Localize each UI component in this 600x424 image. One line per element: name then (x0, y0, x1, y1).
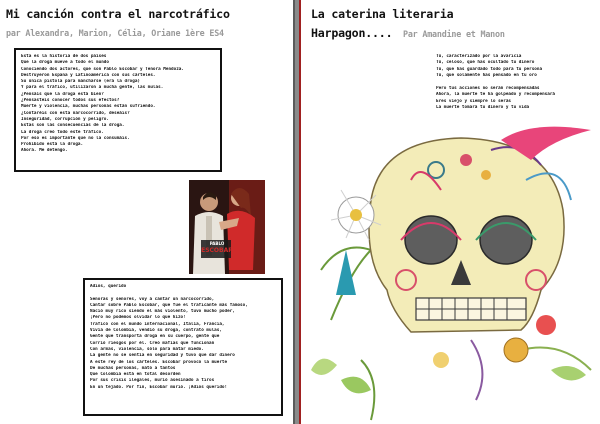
song-text-box (83, 278, 283, 416)
intro-text-line: La droga creó todo este tráfico. (21, 129, 104, 135)
song-text-line: Señoras y señores, voy a cantar un narcocorrido, (90, 296, 215, 302)
photo-caption-top: PABLO (209, 241, 225, 246)
intro-text-line: Inseguridad, corrupción y peligro. (21, 116, 109, 122)
song-text-lines (90, 284, 276, 391)
page-gutter (293, 0, 301, 424)
song-text-line: Adiós, querido (90, 284, 127, 289)
intro-text-line: Por eso es importante que no la consumáis. (21, 135, 130, 141)
song-text-line: Con armas, violencia, sólo para matar miedo. (90, 346, 204, 352)
left-page-title: Mi canción contra el narcotráfico (6, 7, 230, 21)
poem-line: Eres viejo y siempre lo serás (436, 98, 512, 104)
intro-text-line: Y para el tráfico, utilizaron a mucha gente, las mulas. (21, 85, 164, 91)
poem-stanza-1 (436, 54, 542, 79)
intro-text-line: ¿Contaréis con esta narcocorrido, deseáis? (21, 110, 130, 116)
intro-text-line: Que la droga mueve a todo el mundo (21, 60, 109, 66)
right-page-byline: Par Amandine et Manon (403, 29, 505, 39)
poem-line: Tú, que solamente has pensado en tu oro (436, 72, 537, 78)
poem-line: La muerte tomará tu dinero y tu vida (436, 104, 530, 110)
song-text-line: La gente no se sentía en seguridad y tuvo que dar dinero (90, 353, 235, 359)
left-page-byline: par Alexandra, Marion, Célia, Oriane 1ère ES4 (6, 28, 224, 38)
intro-text-line: ¿Pensáis que la droga está bien? (21, 91, 104, 97)
song-text-line: ¡Pero no podemos olvidar lo que hizo! (90, 315, 186, 321)
left-page (0, 0, 293, 424)
catrina-skull-illustration (301, 120, 600, 424)
song-text-line: De muchas personas, mató a tantos (90, 365, 176, 371)
intro-text-line: Ahora. Me detengo. (21, 148, 68, 154)
song-text-line: Que Colombia está en total desorden (90, 372, 181, 378)
poem-line: Tú, celoso, que has ocultado tu dinero (436, 60, 535, 66)
movie-photo-image (189, 180, 265, 274)
intro-text-line: Esta es la historia de dos países (21, 54, 107, 59)
song-text-line: A este rey de los cárteles. Escobar provocó la muerte (90, 359, 228, 365)
intro-text-line: ¿Pensasteis conocer todos sus efectos? (21, 98, 120, 104)
photo-caption-bottom: ESCOBAR (201, 247, 233, 254)
intro-text-line: Prohibido está la droga. (21, 142, 84, 148)
intro-text-line: Muerte y violencia, muchas personas están sufriendo. (21, 104, 156, 110)
right-page (301, 0, 600, 424)
song-text-line: En un tejado. Por fin, Escobar murió. ¡Adiós querido! (90, 384, 228, 390)
intro-text-line: Su única pistola para mancharse (era la droga) (21, 79, 140, 85)
right-page-title-line2: Harpagon.... (311, 26, 393, 40)
song-text-line: Nació muy rico siendo el más violento, tuvo mucho poder, (90, 309, 235, 315)
catrina-skull-drawing (301, 120, 600, 424)
intro-text-box (14, 48, 222, 172)
poem-line: Pero tus acciones no serán recompensadas (436, 86, 540, 91)
song-text-line: Por sus crisis ilegales, murió asesinado a tiros (90, 378, 215, 384)
intro-text-line: Destruyeron España y Latinoamérica con sus cárteles. (21, 72, 156, 78)
intro-text-line: Conociendo dos actores, que son Pablo Escobar y Tenora Mendoza. (21, 66, 184, 72)
song-text-line: Corrió riesgos por él. Creó mafias que funcionan (90, 340, 215, 346)
movie-photo (189, 180, 265, 274)
song-text-line: Cantar sobre Pablo Escobar, que fue el traficante más famoso, (90, 302, 248, 308)
intro-text-lines (21, 54, 215, 155)
right-page-title-line1: La caterina literaria (311, 7, 454, 21)
poem-line: Tú, caracterizado por la avaricia (436, 54, 522, 59)
song-text-line: Vivía de Colombia, vendió su droga, contrató mulas, (90, 328, 222, 334)
poem-line: Tú, que has guardado todo para tu persona (436, 66, 543, 72)
song-text-line: Traficó con el mundo internacional, Italia, Francia, (90, 321, 225, 327)
poem-stanza-2 (436, 86, 555, 111)
song-text-line: Gente que transporta droga en su cuerpo, gente que (90, 334, 220, 340)
intro-text-line: Estas son las consecuencias de la droga. (21, 123, 125, 129)
poem-line: Ahora, la muerte te ha golpeado y recompensará (436, 92, 555, 98)
